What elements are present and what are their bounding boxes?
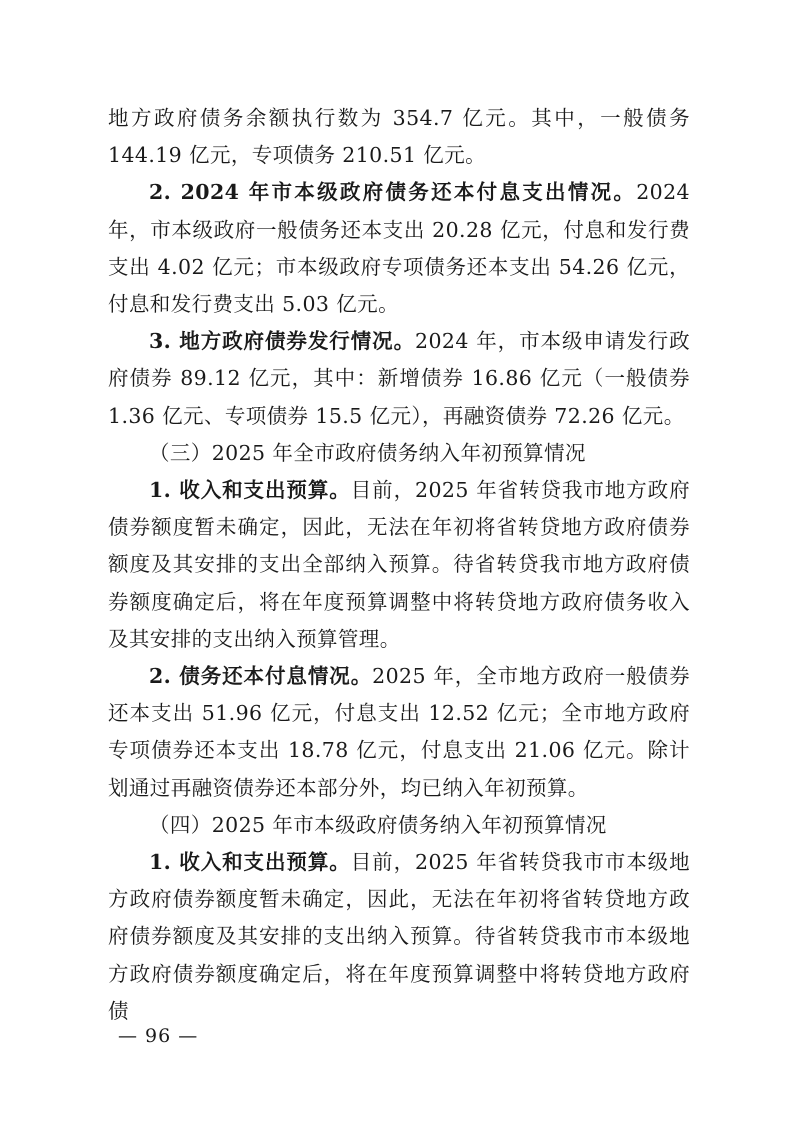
paragraph-debt-balance — [108, 100, 690, 174]
paragraph-city-income-expense — [108, 472, 690, 658]
section-heading-city-budget: （三）2025 年全市政府债务纳入年初预算情况 — [149, 440, 586, 465]
paragraph-text: 目前，2025 年省转贷我市地方政府债券额度暂未确定，因此，无法在年初将省转贷地方政府债券额度及其安排的支出全部纳入预算。待省转贷我市地方政府债券额度确定后，将在年度预算调整中将转贷地方政府债务收入及其安排的支出纳入预算管理。 — [108, 478, 691, 651]
paragraph-2024-repayment — [108, 174, 690, 323]
paragraph-text: 2024 年，市本级政府一般债务还本支出 20.28 亿元，付息和发行费支出 4.02 亿元；市本级政府专项债务还本支出 54.26 亿元，付息和发行费支出 5.03 亿元。 — [108, 180, 690, 317]
paragraph-city-repayment — [108, 658, 690, 807]
page-number: — 96 — — [118, 1025, 199, 1047]
paragraph-text: 地方政府债务余额执行数为 354.7 亿元。其中，一般债务 144.19 亿元，专项债务 210.51 亿元。 — [108, 106, 690, 168]
section-heading-municipal-budget: （四）2025 年市本级政府债务纳入年初预算情况 — [149, 812, 607, 837]
paragraph-title: 1. 收入和支出预算。 — [149, 850, 351, 875]
paragraph-text: 2024 年，市本级申请发行政府债券 89.12 亿元，其中：新增债券 16.86 亿元（一般债券 1.36 亿元、专项债券 15.5 亿元），再融资债券 72.26 亿元。 — [108, 329, 691, 428]
paragraph-bond-issuance — [108, 323, 690, 435]
paragraph-text: 目前，2025 年省转贷我市市本级地方政府债券额度暂未确定，因此，无法在年初将省转贷地方政府债券额度及其安排的支出纳入预算。待省转贷我市市本级地方政府债券额度确定后，将在年度预算调整中将转贷地方政府债 — [108, 850, 691, 1023]
paragraph-title: 1. 收入和支出预算。 — [149, 478, 351, 503]
paragraph-title: 2. 债务还本付息情况。 — [149, 664, 373, 689]
paragraph-title: 2. 2024 年市本级政府债务还本付息支出情况。 — [149, 180, 637, 205]
paragraph-municipal-income-expense — [108, 844, 690, 1030]
paragraph-title: 3. 地方政府债券发行情况。 — [149, 329, 416, 354]
document-page — [108, 100, 690, 1030]
paragraph-text: 2025 年，全市地方政府一般债券还本支出 51.96 亿元，付息支出 12.52 亿元；全市地方政府专项债券还本支出 18.78 亿元，付息支出 21.06 亿元。除计划通过再融资债券还本部分外，均已纳入年初预算。 — [108, 664, 690, 800]
